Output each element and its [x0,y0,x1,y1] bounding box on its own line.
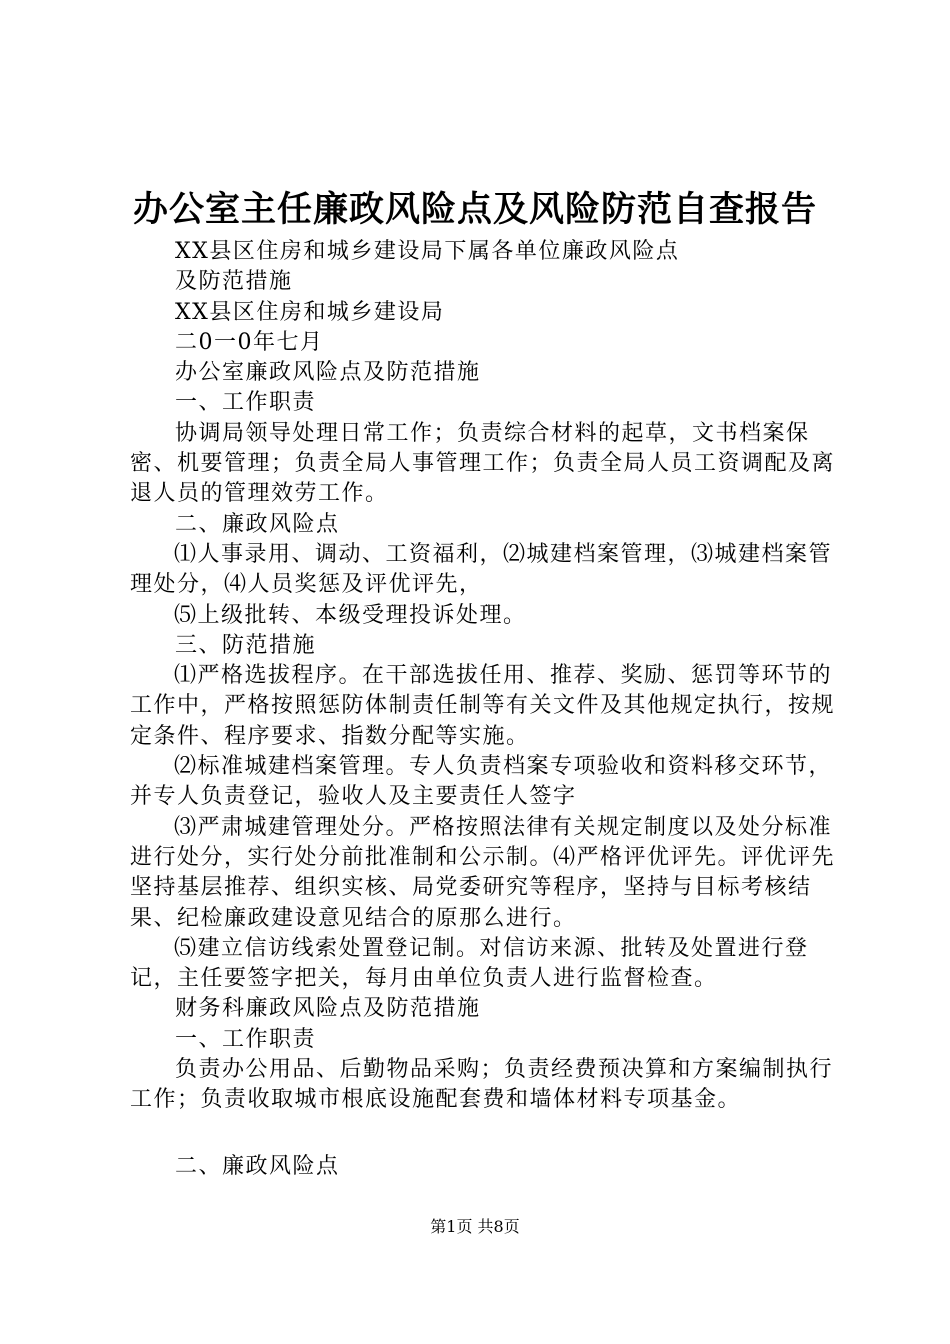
heading-risk-points: 二、廉政风险点 [175,511,340,537]
paragraph-date: 二0一0年七月 [175,329,324,355]
paragraph-measure-2: ⑵标准城建档案管理。专人负责档案专项验收和资料移交环节，并专人负责登记，验收人及主要责任人签字 [130,754,833,810]
heading-finance-risk-points: 二、廉政风险点 [175,1153,340,1179]
heading-finance-duties: 一、工作职责 [175,1026,317,1052]
paragraph-spacer [130,1116,835,1152]
paragraph-risk-points: ⑴人事录用、调动、工资福利，⑵城建档案管理，⑶城建档案管理处分，⑷人员奖惩及评优评先， [130,541,833,598]
paragraph-measure-1: ⑴严格选拔程序。在干部选拔任用、推荐、奖励、惩罚等环节的工作中，严格按照惩防体制责任制等有关文件及其他规定执行，按规定条件、程序要求、指数分配等实施。 [130,663,836,749]
paragraph-duties: 协调局领导处理日常工作；负责综合材料的起草，文书档案保密、机要管理；负责全局人事管理工作；负责全局人员工资调配及离退人员的管理效劳工作。 [130,420,836,507]
paragraph-subtitle-line1: XX县区住房和城乡建设局下属各单位廉政风险点 [175,239,680,264]
page-number: 第1页 共8页 [430,1217,520,1236]
paragraph-measure-3: ⑶严肃城建管理处分。严格按照法律有关规定制度以及处分标准进行处分，实行处分前批准制和公示制。⑷严格评优评先。评优评先坚持基层推荐、组织实核、局党委研究等程序，坚持与目标考核结果、纪检廉政建设意见结合的原那么进行。 [130,814,836,931]
heading-duties: 一、工作职责 [175,390,317,416]
paragraph-finance-duties: 负责办公用品、后勤物品采购；负责经费预决算和方案编制执行工作；负责收取城市根底设施配套费和墙体材料专项基金。 [130,1057,834,1113]
paragraph-issuer: XX县区住房和城乡建设局 [175,299,445,325]
heading-measures: 三、防范措施 [175,632,317,658]
section-heading-office: 办公室廉政风险点及防范措施 [175,360,481,386]
paragraph-measure-5: ⑸建立信访线索处置登记制。对信访来源、批转及处置进行登记，主任要签字把关，每月由单位负责人进行监督检查。 [130,935,809,992]
paragraph-risk-point-5: ⑸上级批转、本级受理投诉处理。 [174,602,527,628]
document-title: 办公室主任廉政风险点及风险防范自查报告 [132,189,817,230]
section-heading-finance: 财务科廉政风险点及防范措施 [175,996,481,1022]
paragraph-subtitle-line2: 及防范措施 [175,269,293,295]
document-body [130,237,835,1182]
